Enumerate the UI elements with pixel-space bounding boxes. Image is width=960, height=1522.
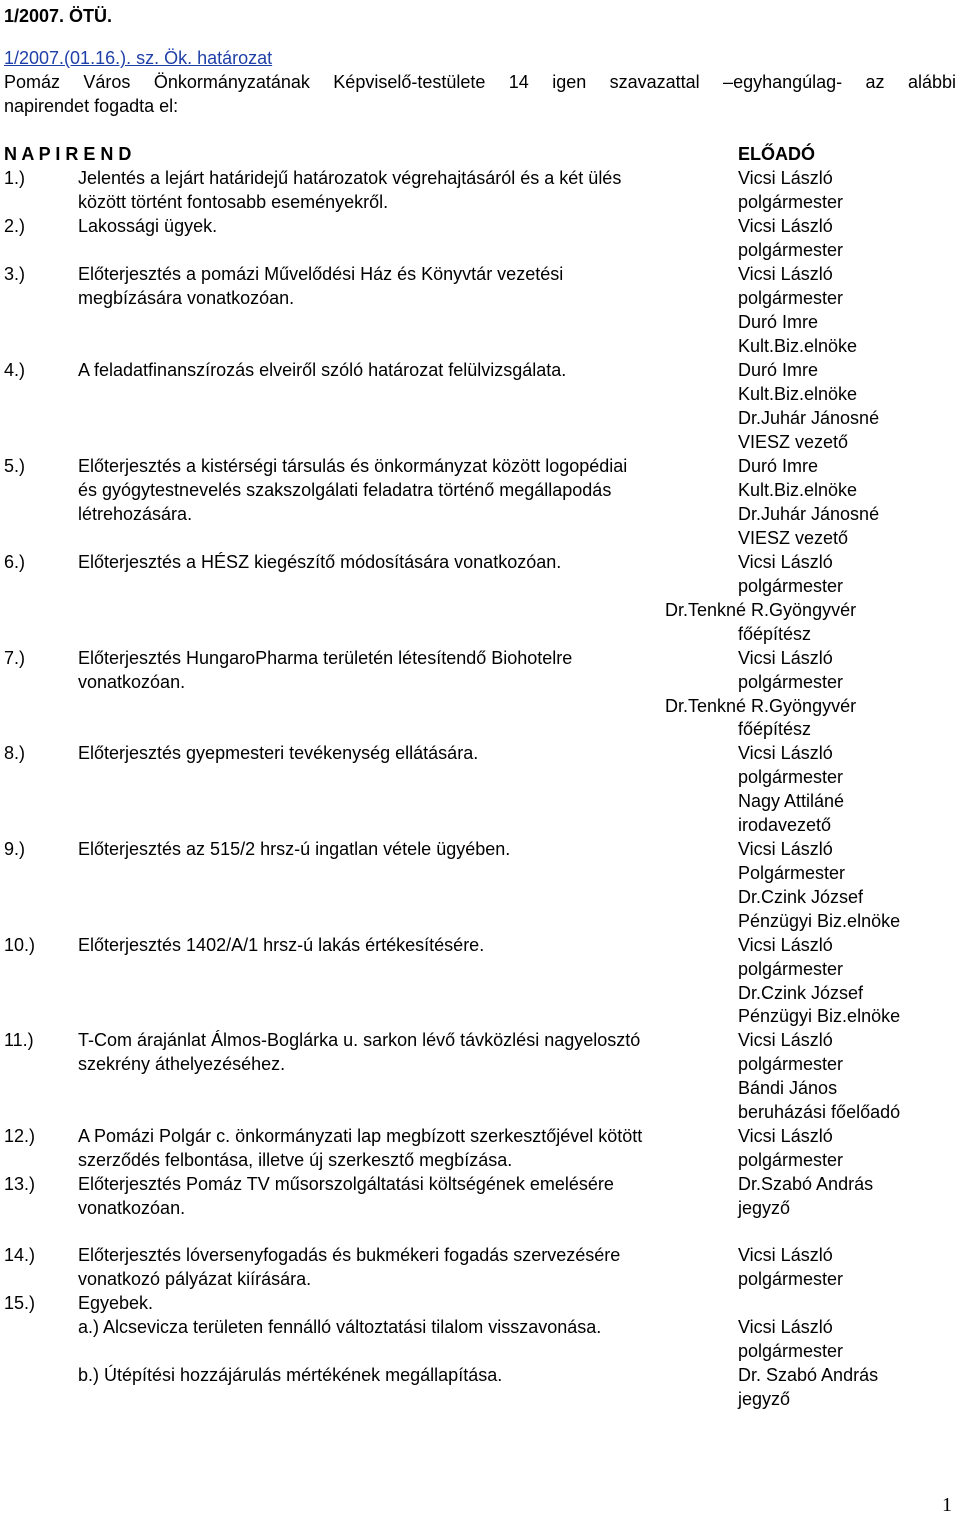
presenter-name: Vicsi László — [738, 648, 833, 668]
presenter-role: polgármester — [738, 288, 844, 308]
agenda-item-text: és gyógytestnevelés szakszolgálati feladatra történő megállapodás — [78, 480, 612, 500]
presenter-role: polgármester — [738, 959, 844, 979]
agenda-subitem-text: a.) Alcsevicza területen fennálló változtatási tilalom visszavonása. — [78, 1317, 602, 1337]
agenda-item-text: Előterjesztés az 515/2 hrsz-ú ingatlan vétele ügyében. — [78, 839, 511, 859]
presenter-name: Dr. Szabó András — [738, 1365, 879, 1385]
presenter-name: Dr.Tenkné R.Gyöngyvér — [665, 600, 857, 620]
presenter-role: polgármester — [738, 1054, 844, 1074]
presenter-name: Nagy Attiláné — [738, 791, 845, 811]
presenter-role: főépítész — [738, 624, 812, 644]
presenter-name: Dr.Juhár Jánosné — [738, 408, 880, 428]
presenter-role: polgármester — [738, 192, 844, 212]
presenter-role: VIESZ vezető — [738, 528, 849, 548]
presenter-name: Vicsi László — [738, 1030, 833, 1050]
presenter-name: Dr.Czink József — [738, 983, 864, 1003]
agenda-item-text: vonatkozó pályázat kiírására. — [78, 1269, 312, 1289]
intro-text-line-2: napirendet fogadta el: — [4, 96, 179, 116]
agenda-item-number: 2.) — [4, 216, 26, 236]
agenda-item-number: 3.) — [4, 264, 26, 284]
agenda-subitem-text: b.) Útépítési hozzájárulás mértékének megállapítása. — [78, 1365, 503, 1385]
presenter-name: Dr.Czink József — [738, 887, 864, 907]
agenda-item-number: 5.) — [4, 456, 26, 476]
agenda-item-text: vonatkozóan. — [78, 1198, 186, 1218]
agenda-item-text: megbízására vonatkozóan. — [78, 288, 295, 308]
presenter-role: polgármester — [738, 576, 844, 596]
presenter-role: beruházási főelőadó — [738, 1102, 901, 1122]
agenda-item-number: 4.) — [4, 360, 26, 380]
presenter-role: Pénzügyi Biz.elnöke — [738, 1006, 901, 1026]
presenter-name: Dr.Tenkné R.Gyöngyvér — [665, 696, 857, 716]
agenda-item-text: Előterjesztés 1402/A/1 hrsz-ú lakás értékesítésére. — [78, 935, 485, 955]
agenda-item-number: 15.) — [4, 1293, 36, 1313]
agenda-item-text: Előterjesztés a pomázi Művelődési Ház és Könyvtár vezetési — [78, 264, 564, 284]
presenter-role: Kult.Biz.elnöke — [738, 336, 858, 356]
presenter-role: polgármester — [738, 1150, 844, 1170]
agenda-item-number: 14.) — [4, 1245, 36, 1265]
agenda-item-number: 9.) — [4, 839, 26, 859]
presenter-name: Vicsi László — [738, 264, 833, 284]
presenter-name: Vicsi László — [738, 1245, 833, 1265]
presenter-name: Vicsi László — [738, 168, 833, 188]
agenda-item-number: 7.) — [4, 648, 26, 668]
presenter-role: irodavezető — [738, 815, 832, 835]
agenda-item-number: 8.) — [4, 743, 26, 763]
presenter-name: Vicsi László — [738, 1317, 833, 1337]
resolution-reference: 1/2007.(01.16.). sz. Ök. határozat — [4, 48, 273, 68]
agenda-item-text: szerződés felbontása, illetve új szerkesztő megbízása. — [78, 1150, 513, 1170]
presenter-name: Bándi János — [738, 1078, 838, 1098]
presenter-name: Duró Imre — [738, 360, 819, 380]
document-title: 1/2007. ÖTÜ. — [4, 6, 113, 26]
agenda-item-text: között történt fontosabb eseményekről. — [78, 192, 389, 212]
agenda-item-text: Előterjesztés Pomáz TV műsorszolgáltatási költségének emelésére — [78, 1174, 614, 1194]
agenda-item-text: Jelentés a lejárt határidejű határozatok végrehajtásáról és a két ülés — [78, 168, 622, 188]
agenda-item-number: 10.) — [4, 935, 36, 955]
agenda-item-text: Előterjesztés a kistérségi társulás és önkormányzat között logopédiai — [78, 456, 628, 476]
presenter-name: Dr.Juhár Jánosné — [738, 504, 880, 524]
agenda-item-text: vonatkozóan. — [78, 672, 186, 692]
presenter-role: polgármester — [738, 1269, 844, 1289]
presenter-role: főépítész — [738, 719, 812, 739]
presenter-name: Vicsi László — [738, 216, 833, 236]
presenter-role: polgármester — [738, 672, 844, 692]
intro-text-line-1: Pomáz Város Önkormányzatának Képviselő-testülete 14 igen szavazattal –egyhangúlag- az alábbi — [4, 72, 956, 92]
presenter-role: Pénzügyi Biz.elnöke — [738, 911, 901, 931]
presenter-role: polgármester — [738, 767, 844, 787]
agenda-item-text: Előterjesztés a HÉSZ kiegészítő módosítására vonatkozóan. — [78, 552, 562, 572]
agenda-heading: N A P I R E N D — [4, 144, 132, 164]
agenda-item-text: A feladatfinanszírozás elveiről szóló határozat felülvizsgálata. — [78, 360, 567, 380]
agenda-item-number: 11.) — [4, 1030, 34, 1050]
presenter-role: jegyző — [738, 1389, 791, 1409]
presenter-name: Vicsi László — [738, 743, 833, 763]
agenda-item-number: 1.) — [4, 168, 26, 188]
presenter-name: Vicsi László — [738, 552, 833, 572]
presenter-role: polgármester — [738, 240, 844, 260]
presenter-role: Kult.Biz.elnöke — [738, 480, 858, 500]
agenda-item-text: T-Com árajánlat Álmos-Boglárka u. sarkon lévő távközlési nagyelosztó — [78, 1030, 641, 1050]
presenter-name: Vicsi László — [738, 839, 833, 859]
presenter-role: Polgármester — [738, 863, 846, 883]
presenter-name: Dr.Szabó András — [738, 1174, 874, 1194]
presenter-name: Duró Imre — [738, 456, 819, 476]
agenda-item-text: létrehozására. — [78, 504, 193, 524]
agenda-item-text: Egyebek. — [78, 1293, 154, 1313]
presenter-role: Kult.Biz.elnöke — [738, 384, 858, 404]
presenter-name: Vicsi László — [738, 1126, 833, 1146]
presenter-name: Vicsi László — [738, 935, 833, 955]
presenter-name: Duró Imre — [738, 312, 819, 332]
agenda-item-text: Előterjesztés gyepmesteri tevékenység ellátására. — [78, 743, 479, 763]
presenter-role: jegyző — [738, 1198, 791, 1218]
agenda-item-text: Lakossági ügyek. — [78, 216, 218, 236]
agenda-item-text: A Pomázi Polgár c. önkormányzati lap megbízott szerkesztőjével kötött — [78, 1126, 643, 1146]
agenda-item-text: Előterjesztés lóversenyfogadás és bukmékeri fogadás szervezésére — [78, 1245, 621, 1265]
presenter-role: polgármester — [738, 1341, 844, 1361]
agenda-item-number: 6.) — [4, 552, 26, 572]
agenda-item-number: 13.) — [4, 1174, 36, 1194]
agenda-item-text: szekrény áthelyezéséhez. — [78, 1054, 286, 1074]
agenda-item-number: 12.) — [4, 1126, 36, 1146]
presenter-role: VIESZ vezető — [738, 432, 849, 452]
agenda-item-text: Előterjesztés HungaroPharma területén létesítendő Biohotelre — [78, 648, 573, 668]
presenter-heading: ELŐADÓ — [738, 144, 816, 164]
page-number: 1 — [942, 1494, 952, 1516]
